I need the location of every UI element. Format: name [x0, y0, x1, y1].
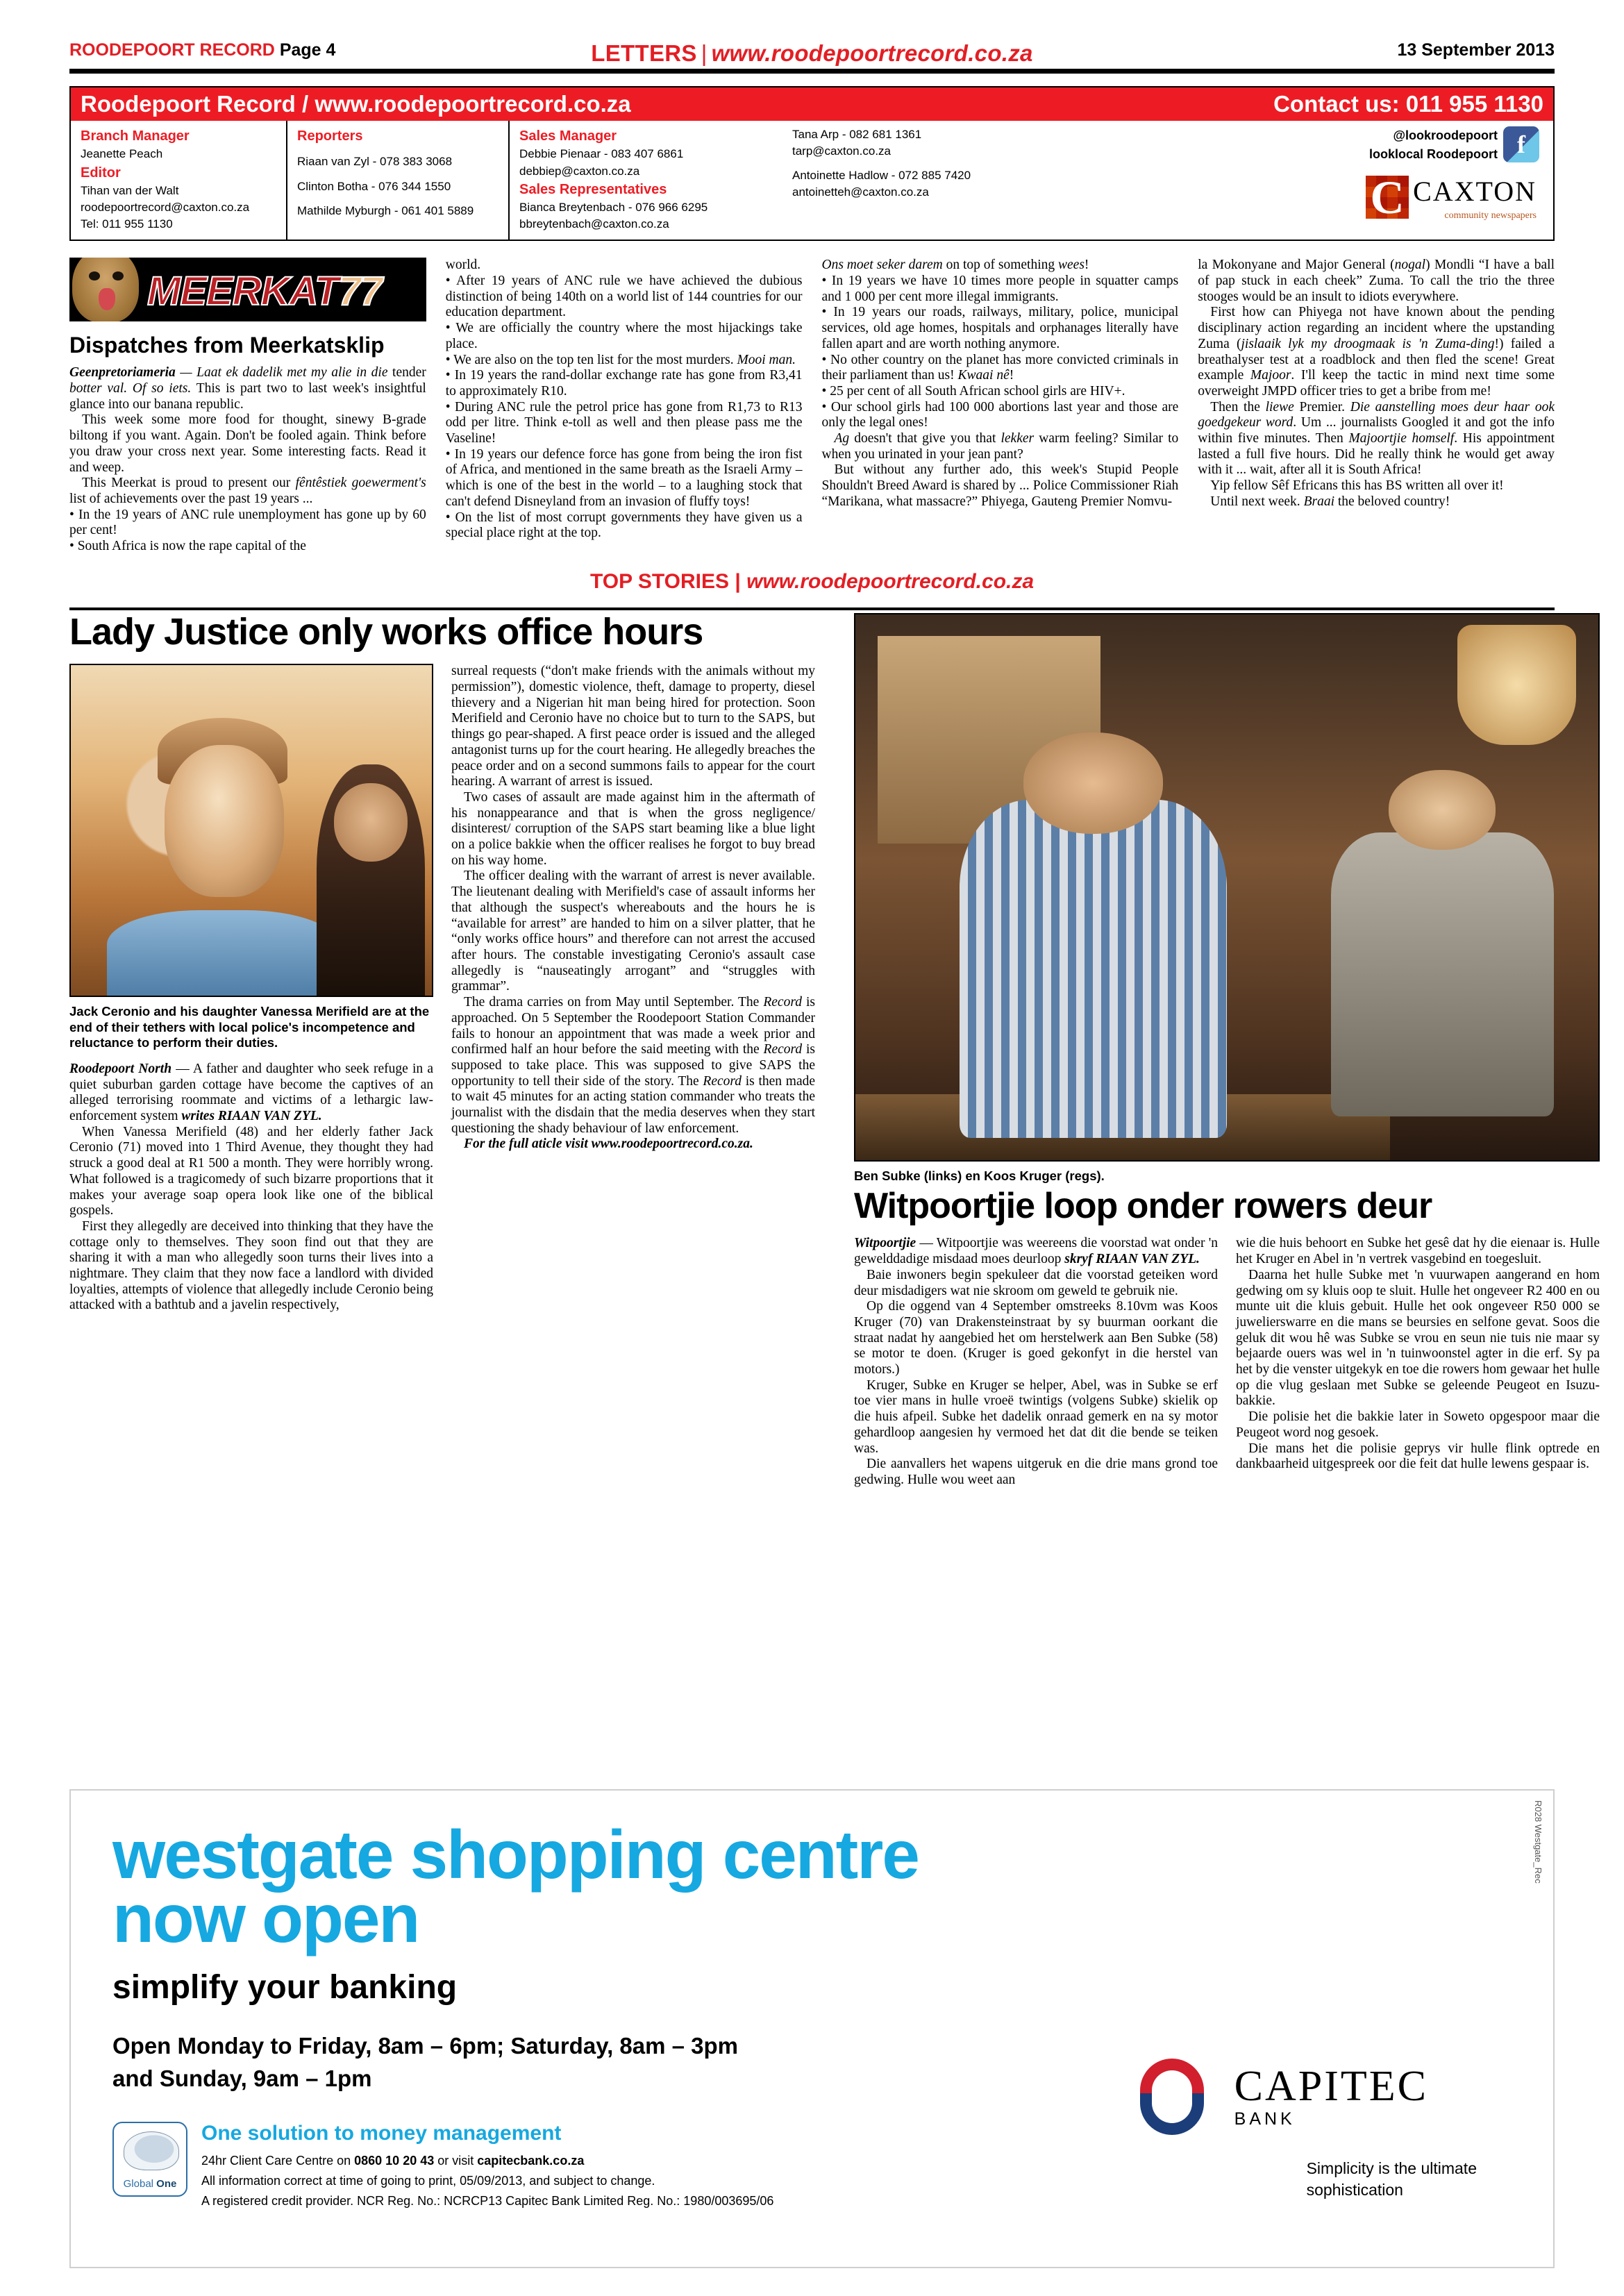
sales-rep-name: Bianca Breytenbach - 076 966 6295 — [519, 201, 708, 215]
contact-col-sales2 — [782, 121, 1109, 240]
story1-col1-body — [69, 1062, 433, 1314]
section-divider: | — [701, 40, 708, 66]
letters-p2: This week some more food for thought, sinewy B-grade biltong if you want. Again. Don't be fooled again. Think before you draw your cross next year. Some interesting facts. Read it and weep. — [69, 412, 426, 475]
letters-col3-body — [822, 258, 1179, 510]
top-stories-header — [69, 570, 1555, 613]
ad-hours-line2: and Sunday, 9am – 1pm — [112, 2065, 372, 2092]
ad-footer — [112, 2122, 1512, 2211]
story2-p3: Op die oggend van 4 September omstreeks 8.10vm was Koos Kruger (70) van Drakensteinstraat by sy buurman oorkant die straat nadat hy aangebied het om herstelwerk aan Ben Subke (58) se motor te doen. (Kruger is goed gekonfyt in die herstel van motors.) — [854, 1299, 1218, 1377]
caxton-tagline: community newspapers — [1444, 210, 1537, 221]
facebook-icon[interactable]: f — [1503, 126, 1539, 162]
letters-bullet-7: • During ANC rule the petrol price has gone from R1,73 to R13 odd per litre. Think e-toll as well and then please pass me the Vaseline! — [445, 399, 803, 446]
story-witpoortjie — [854, 613, 1600, 1489]
story1-photo — [69, 664, 433, 997]
letters-bullet-14: • Our school girls had 100 000 abortions last year and those are only the legal ones! — [821, 399, 1179, 430]
sales-rep-email: bbreytenbach@caxton.co.za — [519, 217, 669, 231]
ad-slogan-line2: sophistication — [1306, 2180, 1403, 2199]
section-title — [591, 40, 1032, 67]
globalone-logo — [112, 2122, 187, 2197]
letters-col3-cont: Ons moet seker darem on top of something wees! — [821, 258, 1089, 273]
editor-role: Editor — [81, 165, 121, 181]
sales-manager-name: Debbie Pienaar - 083 407 6861 — [519, 147, 684, 161]
sales-person-antoinette: Antoinette Hadlow - 072 885 7420 — [792, 169, 971, 183]
ad-fineprint — [201, 2151, 773, 2211]
editor-email: roodepoortrecord@caxton.co.za — [81, 201, 250, 215]
social-handles — [1369, 126, 1498, 164]
sales-manager-role: Sales Manager — [519, 128, 617, 144]
capitec-wordmark — [1234, 2062, 1428, 2129]
ad-slogan-line1: Simplicity is the ultimate — [1306, 2159, 1477, 2177]
story1-lead: Roodepoort North — A father and daughter who seek refuge in a quiet suburban garden cottage have become the captives of an alleged terrorising roommate and victims of a lethargic law-enforcement system writes RIAAN VAN ZYL. — [69, 1061, 433, 1123]
capitec-bank-label: BANK — [1234, 2109, 1296, 2129]
top-stories-rule — [69, 607, 1555, 610]
letters-bullet-9: • On the list of most corrupt governments they have given us a special place right at the top. — [445, 510, 803, 541]
reporter-1: Riaan van Zyl - 078 383 3068 — [297, 155, 453, 169]
story1-columns — [69, 664, 815, 1314]
meerkat-banner — [69, 258, 426, 321]
ad-inner — [71, 1791, 1553, 2267]
sales-reps-role: Sales Representatives — [519, 181, 667, 197]
story1-column-2 — [451, 664, 815, 1314]
stories-section — [69, 610, 1600, 1489]
letters-col4-p4: Yip fellow Sêf Efricans this has BS written all over it! — [1210, 478, 1504, 494]
letters-bullet-2: • South Africa is now the rape capital of the — [69, 539, 306, 554]
capitec-mark-icon — [1133, 2059, 1216, 2135]
reporter-3: Mathilde Myburgh - 061 401 5889 — [297, 203, 474, 217]
photo2-man-right — [1331, 832, 1554, 1116]
page-header — [69, 0, 1555, 66]
story1-c2-p4: The drama carries on from May until September. The Record is approached. On 5 September the Roodepoort Station Commander fails to honour an appointment that was made a week prior and confirmed half an hour before the said meeting with the Record is supposed to take place. This was supposed to give SAPS the opportunity to tell their side of the story. The Record is then made to wait 45 minutes for an acting station commander who treats the journalist with the disdain that the media deserves when they start questioning the shady behaviour of law enforcement. — [451, 995, 816, 1136]
contact-banner-body — [71, 121, 1553, 240]
ad-fine-line3: A registered credit provider. NCR Reg. No.: NCRCP13 Capitec Bank Limited Reg. No.: 1980/003695/06 — [201, 2194, 774, 2209]
sales-person-tana: Tana Arp - 082 681 1361 — [792, 128, 922, 141]
letters-col4-cont: la Mokonyane and Major General (nogal) Mondli “I have a ball of pap stuck in each cheek” Zuma. To call the trio the three stooges would be an insult to idiots everywhere. — [1198, 258, 1555, 304]
photo2-lamp — [1457, 625, 1576, 745]
letters-column-3 — [822, 258, 1179, 554]
ad-fine-line1: 24hr Client Care Centre on 0860 10 20 43 or visit capitecbank.co.za — [201, 2153, 585, 2168]
letters-column-4 — [1198, 258, 1555, 554]
top-stories-label: TOP STORIES | www.roodepoortrecord.co.za — [589, 569, 1035, 593]
caxton-c-icon — [1366, 176, 1409, 219]
letters-bullet-11: • In 19 years our roads, railways, military, police, municipal services, old age homes, hospitals and orphanages literally have fallen apart and are worth nothing anymore. — [821, 305, 1179, 351]
issue-date: 13 September 2013 — [1397, 40, 1555, 60]
ad-headline-2: now open — [112, 1880, 419, 1957]
branch-manager-role: Branch Manager — [81, 128, 190, 144]
story2-col1-body — [854, 1236, 1218, 1488]
letters-bullet-3: • After 19 years of ANC rule we have achieved the dubious distinction of being 140th on a world list of 144 countries for our education department. — [445, 273, 803, 320]
story2-photo-caption: Ben Subke (links) en Koos Kruger (regs). — [854, 1168, 1105, 1183]
story2-col2-body — [1236, 1236, 1600, 1473]
letters-p3: This Meerkat is proud to present our fêntêstiek goewerment's list of achievements over the past 19 years ... — [69, 476, 426, 506]
story2-headline: Witpoortjie loop onder rowers deur — [854, 1185, 1432, 1226]
story1-c2-p1: surreal requests (“don't make friends with the animals without my permission”), domestic violence, theft, damage to property, diesel thievery and a Nigerian hit man being hired for protection. Soon Merifield and Ceronio have no choice but to turn to the SAPS, but things go pear-shaped. A first peace order is issued and the alleged antagonist turns up for the court hearing. He allegedly breaches the peace order and on a second summons fails to appear for the court hearing. A warrant of arrest is issued. — [451, 664, 815, 789]
letters-column-1 — [69, 258, 426, 554]
sales-person-tana-email: tarp@caxton.co.za — [792, 144, 891, 158]
meerkat-column-title: Dispatches from Meerkatsklip — [69, 333, 385, 358]
letters-bullet-6: • In 19 years the rand-dollar exchange rate has gone from R3,41 to approximately R10. — [445, 368, 803, 399]
branch-tel: Tel: 011 955 1130 — [81, 217, 173, 231]
ad-fine-line2: All information correct at time of going to print, 05/09/2013, and subject to change. — [201, 2174, 655, 2188]
letters-bullet-4: • We are officially the country where the most hijackings take place. — [445, 321, 803, 351]
social-block — [1119, 126, 1543, 164]
contact-col-branch — [71, 121, 286, 240]
globe-icon — [124, 2131, 179, 2170]
story1-c2-p2: Two cases of assault are made against him in the aftermath of his nonappearance and that is when the gross negligence/ disinterest/ corruption of the SAPS start beaming like a blue light on a police bakkie when the officer realises he forgot to buy bread on his way home. — [451, 789, 815, 868]
letters-column-2 — [446, 258, 803, 554]
caxton-logo — [1119, 172, 1543, 223]
ad-headline-1: westgate shopping centre — [112, 1816, 919, 1893]
story2-c2-p3: Die polisie het die bakkie later in Soweto opgespoor maar die Peugeot word nog gesoek. — [1236, 1409, 1600, 1440]
story1-col2-body — [451, 664, 815, 1153]
photo-second-person — [317, 764, 425, 996]
story1-c2-p3: The officer dealing with the warrant of arrest is never available. The lieutenant dealing with Merifield's case of assault informs her that although the suspect's whereabouts and the hours he is “available for arrest” are handed to him on a silver platter, that he “only works office hours” and therefore can not arrest the accused after hours. The constable investigating Ceronio's assault case allegedly is “nauseatingly arrogant” and “struggles with grammar”. — [451, 869, 815, 994]
section-label: LETTERS — [591, 40, 697, 66]
page-label: Page 4 — [279, 40, 336, 60]
advertisement-capitec[interactable] — [69, 1789, 1555, 2268]
letters-section — [69, 258, 1555, 554]
story2-p2: Baie inwoners begin spekuleer dat die voorstad geteiken word deur misdadigers wat nie skroom om geweld te gebruik nie. — [854, 1267, 1218, 1298]
story2-lead: Witpoortjie — Witpoortjie was weereens die voorstad wat onder 'n gewelddadige misdaad moes deurloop skryf RIAAN VAN ZYL. — [854, 1236, 1218, 1267]
contact-banner-header — [71, 87, 1553, 121]
story2-c2-p4: Die mans het die polisie geprys vir hulle flink optrede en dankbaarheid uitgespreek oor die feit dat hulle lewens gespaar is. — [1236, 1441, 1600, 1472]
letters-col3-p: Ag doesn't that give you that lekker warm feeling? Similar to when you urinated in your jean pant? — [821, 431, 1179, 462]
story2-photo — [854, 613, 1600, 1162]
meerkat-wordmark: MEERKAT77 — [147, 269, 382, 315]
ad-slogan — [1307, 2158, 1477, 2201]
story1-tail-link: For the full aticle visit www.roodepoortrecord.co.za. — [464, 1137, 753, 1152]
story2-p4: Kruger, Subke en Kruger se helper, Abel, was in Subke se erf toe vier mans in hulle vroeë twintigs (volgens Subke) skielik op die huis afpeil. Subke het dadelik onraad gemerk en na sy motor gehardloop aangesien hy vermoed het dat dit die bende se teiken was. — [854, 1377, 1218, 1456]
contact-banner-title: Roodepoort Record / www.roodepoortrecord.co.za — [81, 91, 631, 117]
photo-torso — [107, 910, 338, 996]
letters-col4-body — [1198, 258, 1555, 510]
letters-bullet-5: • We are also on the top ten list for the most murders. Mooi man. — [445, 352, 796, 367]
story1-p3: First they allegedly are deceived into thinking that they have the cottage only to themselves. They soon find out that they are sharing it with a man who allegedly soon turns their lives into a nightmare. They claim that they now face a landlord with divided loyalties, attempts of violence that allegedly include Ceronio being attacked with a bathtub and a javelin respectively, — [69, 1218, 433, 1313]
letters-col2-body — [446, 258, 803, 542]
ad-code: R028 Westgate_Rec — [1533, 1800, 1543, 1884]
editor-name: Tihan van der Walt — [81, 183, 179, 197]
letters-bullet-8: • In 19 years our defence force has gone from being the iron fist of Africa, and mentioned in the same breath as the Israeli Army – which is one of the best in the world – to a laughing stock that can't defend Disneyland from an invasion of fluffy toys! — [445, 446, 803, 509]
caxton-wordmark: CAXTON — [1413, 176, 1537, 207]
publication-name: ROODEPOORT RECORD — [69, 40, 275, 60]
photo2-man-left — [960, 800, 1227, 1138]
twitter-handle: @lookroodepoort — [1393, 128, 1498, 142]
story-lady-justice — [69, 610, 816, 1489]
letters-bullet-1: • In the 19 years of ANC rule unemployment has gone up by 60 per cent! — [69, 507, 426, 538]
letters-bullet-12: • No other country on the planet has more convicted criminals in their parliament than us! Kwaai nê! — [821, 352, 1179, 383]
letters-col4-p3: Then the liewe Premier. Die aanstelling moes deur haar ook goedgekeur word. Um ... journalists Googled it and got the info within five minutes. Then Majoortjie homself. His appointment lasted a full five hours. Did he really think he would get away with it ... wait, after all it is South Africa! — [1198, 399, 1555, 478]
story1-headline: Lady Justice only works office hours — [69, 610, 703, 653]
story1-photo-caption: Jack Ceronio and his daughter Vanessa Merifield are at the end of their tethers with local police's incompetence and reluctance to perform their duties. — [69, 1004, 430, 1050]
letters-col2-cont: world. — [445, 258, 481, 273]
top-stories-url: www.roodepoortrecord.co.za — [746, 569, 1035, 593]
story1-column-1 — [69, 664, 433, 1314]
contact-col-social — [1109, 121, 1553, 240]
story2-column-2 — [1236, 1236, 1600, 1488]
sales-person-antoinette-email: antoinetteh@caxton.co.za — [792, 185, 929, 199]
meerkat-icon — [72, 258, 139, 321]
letters-lead-paragraph: Geenpretoriameria — Laat ek dadelik met my alie in die tender botter val. Of so iets. This is part two to last week's insightful glance into our banana republic. — [69, 365, 426, 412]
story1-p2: When Vanessa Merifield (48) and her elderly father Jack Ceronio (71) moved into 1 Third Avenue, they thought they had struck a good deal at R1 500 a month. They were horribly wrong. What followed is a tragicomedy of such bizarre proportions that it makes your average soap opera look like one of the biblical gospels. — [69, 1124, 433, 1218]
looklocal-label: looklocal Roodepoort — [1368, 147, 1498, 161]
branch-manager-name: Jeanette Peach — [81, 147, 163, 161]
sales-manager-email: debbiep@caxton.co.za — [519, 164, 640, 178]
ad-solution-heading: One solution to money management — [201, 2121, 562, 2145]
header-rule — [69, 69, 1555, 74]
letters-col4-p2: First how can Phiyega not have known about the pending disciplinary action regarding an incident where the upstanding Zuma (jislaaik lyk my droogmaak is 'n Zuma-ding!) failed a breathalyser test at a roadblock and then fled the scene! Great example Majoor. I'll keep the tactic in mind next time some overweight JMPD officer tries to get a bribe from me! — [1198, 305, 1555, 399]
story2-c2-p2: Daarna het hulle Subke met 'n vuurwapen aangerand en hom gedwing om sy kluis oop te sluit. Hulle het ongeveer R2 400 en ou munte uit die kluis gebuit. Hulle het ook ongeveer R50 000 se juwelierswarre en die mans se beursies en selfone gevat. Soos die geluk dit wou hê was Subke se vrou en seun nie tuis nie maar sy bejaarde ouers was wel in 'n tuinwoonstel agter in die erf. Sy pa het by die venster uitgekyk en toe die rowers hom gewaar het hulle op die vlug geslaan met Subke se geleende Peugeot en Isuzu-bakkie. — [1236, 1267, 1600, 1409]
letters-col1-body — [69, 365, 426, 554]
capitec-mark-blue — [1140, 2093, 1204, 2135]
ad-tagline: simplify your banking — [112, 1969, 458, 2006]
contact-col-reporters — [286, 121, 508, 240]
letters-col4-p5: Until next week. Braai the beloved country! — [1210, 494, 1450, 509]
story2-columns — [854, 1236, 1600, 1488]
capitec-name: CAPITEC — [1234, 2062, 1428, 2110]
story2-p5: Die aanvallers het wapens uitgeruk en die drie mans grond toe gedwing. Hulle wou weet aan — [854, 1457, 1218, 1487]
masthead-left — [69, 40, 335, 60]
contact-us-phone: Contact us: 011 955 1130 — [1273, 91, 1543, 117]
meerkat-number: 77 — [338, 269, 382, 315]
photo-face — [165, 745, 284, 897]
story2-c2-p1: wie die huis behoort en Subke het gesê dat hy die eienaar is. Hulle het Kruger en Abel in 'n vertrek vasgebind en toegesluit. — [1236, 1236, 1600, 1267]
contact-banner — [69, 86, 1555, 241]
reporters-role: Reporters — [297, 128, 363, 144]
letters-col3-p2: But without any further ado, this week's Stupid People Shouldn't Breed Award is shared by ... Police Commissioner Riah “Marikana, what massacre?” Phiyega, Gauteng Premier Nomvu- — [821, 462, 1179, 509]
reporter-2: Clinton Botha - 076 344 1550 — [297, 179, 451, 193]
letters-bullet-13: • 25 per cent of all South African school girls are HIV+. — [821, 383, 1125, 399]
capitec-logo — [1133, 2059, 1428, 2135]
letters-bullet-10: • In 19 years we have 10 times more people in squatter camps and 1 000 per cent more illegal immigrants. — [821, 273, 1179, 304]
story2-column-1 — [854, 1236, 1218, 1488]
ad-hours-line1: Open Monday to Friday, 8am – 6pm; Saturday, 8am – 3pm — [112, 2033, 739, 2059]
contact-col-sales — [508, 121, 782, 240]
section-url: www.roodepoortrecord.co.za — [711, 40, 1033, 66]
globalone-label: Global One — [123, 2177, 177, 2190]
